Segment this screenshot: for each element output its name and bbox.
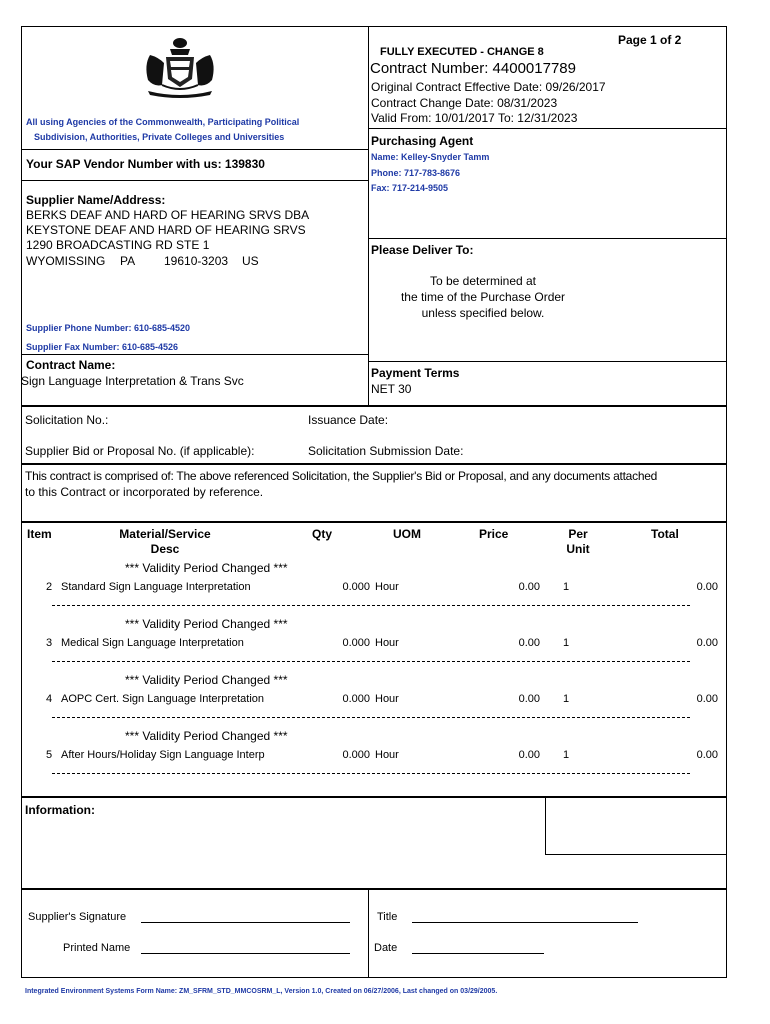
date-label: Date — [374, 942, 398, 954]
row-note: *** Validity Period Changed *** — [125, 673, 288, 687]
change-date: Contract Change Date: 08/31/2023 — [371, 96, 558, 110]
date-line[interactable] — [412, 953, 544, 954]
row-qty: 0.000 — [342, 581, 370, 593]
title-line[interactable] — [412, 922, 638, 923]
page-indicator: Page 1 of 2 — [618, 33, 682, 47]
form-footer: Integrated Environment Systems Form Name: ZM_SFRM_STD_MMCOSRM_L, Version 1.0, Created on 06/27/2006, Last changed on 03/29/2005. — [25, 988, 498, 995]
row-price: 0.00 — [518, 581, 540, 593]
row-note: *** Validity Period Changed *** — [125, 729, 288, 743]
supplier-signature-line[interactable] — [141, 922, 350, 923]
supplier-fax: Supplier Fax Number: 610-685-4526 — [26, 342, 179, 352]
agent-name: Name: Kelley-Snyder Tamm — [371, 152, 490, 162]
sap-vendor-number: Your SAP Vendor Number with us: 139830 — [26, 157, 265, 171]
signature-box — [21, 889, 727, 978]
row-uom: Hour — [375, 637, 399, 649]
valid-dates: Valid From: 10/01/2017 To: 12/31/2023 — [371, 111, 578, 125]
col-total: Total — [651, 527, 679, 541]
col-item: Item — [27, 527, 52, 541]
col-uom: UOM — [393, 527, 421, 541]
payment-terms-title: Payment Terms — [371, 366, 460, 380]
comprised-line1: This contract is comprised of: The above referenced Solicitation, the Supplier's Bid or Proposal, and any documents attached — [25, 469, 658, 483]
col-unit: Unit — [566, 542, 590, 556]
deliver-line2: the time of the Purchase Order — [400, 290, 566, 304]
agencies-line2: Subdivision, Authorities, Private Colleges and Universities — [34, 132, 285, 142]
row-desc: AOPC Cert. Sign Language Interpretation — [61, 693, 265, 705]
supplier-city: WYOMISSING — [26, 254, 106, 268]
col-material: Material/Service — [119, 527, 211, 541]
deliver-line3: unless specified below. — [421, 306, 545, 320]
contract-name-value: Sign Language Interpretation & Trans Svc — [21, 374, 244, 388]
submission-date: Solicitation Submission Date: — [308, 444, 464, 458]
supplier-title: Supplier Name/Address: — [26, 193, 166, 207]
row-per: 1 — [563, 637, 570, 649]
solicitation-no: Solicitation No.: — [25, 413, 109, 427]
supplier-state: PA — [120, 254, 136, 268]
bid-proposal-no: Supplier Bid or Proposal No. (if applicable): — [25, 444, 255, 458]
supplier-line3: 1290 BROADCASTING RD STE 1 — [26, 238, 210, 252]
row-item-number: 3 — [46, 637, 53, 649]
row-note: *** Validity Period Changed *** — [125, 561, 288, 575]
row-desc: After Hours/Holiday Sign Language Interp — [61, 749, 265, 761]
row-price: 0.00 — [518, 637, 540, 649]
comprised-line2: to this Contract or incorporated by reference. — [25, 485, 264, 499]
agencies-line1: All using Agencies of the Commonwealth, Participating Political — [26, 117, 300, 127]
row-note: *** Validity Period Changed *** — [125, 617, 288, 631]
row-item-number: 2 — [46, 581, 53, 593]
deliver-title: Please Deliver To: — [371, 243, 474, 257]
row-qty: 0.000 — [342, 637, 370, 649]
row-uom: Hour — [375, 581, 399, 593]
row-total: 0.00 — [696, 637, 718, 649]
contract-number: Contract Number: 4400017789 — [370, 60, 576, 77]
agent-fax: Fax: 717-214-9505 — [371, 183, 449, 193]
row-per: 1 — [563, 693, 570, 705]
title-label: Title — [377, 911, 398, 923]
execution-status: FULLY EXECUTED - CHANGE 8 — [380, 46, 544, 58]
row-desc: Standard Sign Language Interpretation — [61, 581, 251, 593]
row-item-number: 5 — [46, 749, 53, 761]
purchasing-agent-title: Purchasing Agent — [371, 134, 474, 148]
row-price: 0.00 — [518, 749, 540, 761]
col-price: Price — [479, 527, 509, 541]
information-box — [21, 797, 727, 889]
col-per: Per — [568, 527, 588, 541]
row-item-number: 4 — [46, 693, 53, 705]
printed-name-label: Printed Name — [63, 942, 131, 954]
supplier-phone: Supplier Phone Number: 610-685-4520 — [26, 323, 191, 333]
row-total: 0.00 — [696, 693, 718, 705]
commonwealth-seal — [140, 35, 220, 100]
row-per: 1 — [563, 581, 570, 593]
deliver-line1: To be determined at — [429, 274, 537, 288]
col-qty: Qty — [312, 527, 333, 541]
row-uom: Hour — [375, 693, 399, 705]
information-label: Information: — [25, 803, 95, 817]
payment-terms-value: NET 30 — [371, 382, 412, 396]
row-desc: Medical Sign Language Interpretation — [61, 637, 244, 649]
supplier-signature-label: Supplier's Signature — [28, 911, 127, 923]
supplier-line2: KEYSTONE DEAF AND HARD OF HEARING SRVS — [26, 223, 306, 237]
supplier-line1: BERKS DEAF AND HARD OF HEARING SRVS DBA — [26, 208, 310, 222]
effective-date: Original Contract Effective Date: 09/26/2017 — [371, 80, 606, 94]
row-price: 0.00 — [518, 693, 540, 705]
row-qty: 0.000 — [342, 693, 370, 705]
issuance-date: Issuance Date: — [308, 413, 389, 427]
row-total: 0.00 — [696, 749, 718, 761]
row-per: 1 — [563, 749, 570, 761]
row-uom: Hour — [375, 749, 399, 761]
contract-name-title: Contract Name: — [26, 358, 116, 372]
agent-phone: Phone: 717-783-8676 — [371, 168, 461, 178]
supplier-zip: 19610-3203 — [164, 254, 229, 268]
row-total: 0.00 — [696, 581, 718, 593]
row-qty: 0.000 — [342, 749, 370, 761]
supplier-country: US — [242, 254, 259, 268]
printed-name-line[interactable] — [141, 953, 350, 954]
col-desc: Desc — [150, 542, 180, 556]
